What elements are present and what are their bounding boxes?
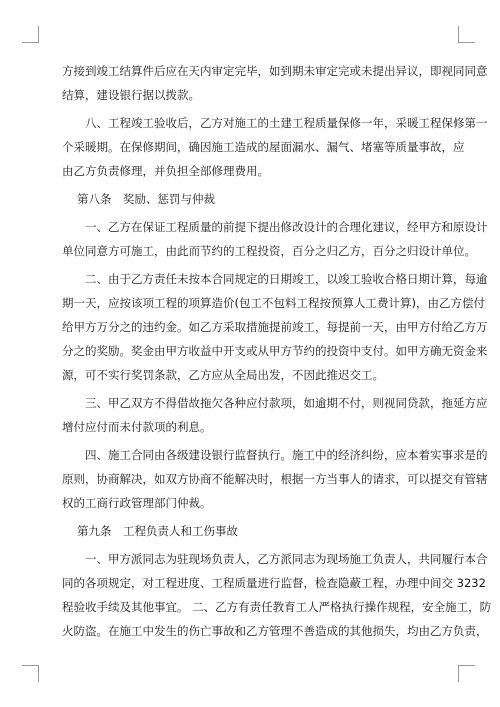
text-line: 权的工商行政管理部门仲裁。	[62, 496, 212, 510]
crop-mark-bottom-left	[22, 665, 39, 682]
text-line: 给甲方万分之的违约金。如乙方采取措施提前竣工，每提前一天，由甲方付给乙方万	[62, 320, 488, 334]
heading-article-9	[62, 524, 440, 539]
text-line: 原则，协商解决，如双方协商不能解决时，根据一方当事人的请求，可以提交有管辖	[62, 472, 488, 486]
text-line: 一、乙方在保证工程质量的前提下提出修改设计的合理化建议，经甲方和原设计	[85, 220, 488, 234]
heading-article-8	[62, 192, 440, 207]
text-line: 火防盗。在施工中发生的伤亡事故和乙方管理不善造成的其他损失，均由乙方负责，	[62, 624, 488, 638]
text-line: 单位同意方可施工，由此而节约的工程投资，百分之归乙方，百分之归设计单位。	[62, 244, 476, 258]
text-line: 四、施工合同由各级建设银行监督执行。施工中的经济纠纷，应本着实事求是的	[85, 448, 488, 462]
text-line: 分之的奖励。奖金由甲方收益中开支或从甲方节约的投资中支付。如甲方确无资金来	[62, 344, 488, 358]
section-heading: 第八条 奖励、惩罚与仲裁	[77, 192, 215, 206]
text-line: 方接到竣工结算件后应在天内审定完毕，如到期未审定完或未提出异议，即视同同意	[62, 64, 488, 78]
paragraph-design-suggestion	[62, 220, 488, 259]
text-line: 结算，建设银行据以拨款。	[62, 88, 200, 102]
paragraph-payment-arrears	[62, 396, 488, 435]
document-page	[62, 64, 492, 652]
paragraph-site-responsibility	[62, 552, 492, 639]
text-line: 增付应付而未付款项的利息。	[62, 420, 212, 434]
crop-mark-top-left	[22, 26, 39, 43]
paragraph-settlement-continued	[62, 64, 488, 103]
text-line: 由乙方负责修理，并负担全部修理费用。	[62, 164, 269, 178]
section-heading: 第九条 工程负责人和工伤事故	[77, 524, 238, 538]
text-line: 三、甲乙双方不得借故拖欠各种应付款项，如逾期不付，则视同贷款，拖延方应	[85, 396, 488, 410]
paragraph-arbitration	[62, 448, 488, 511]
text-line: 八、工程竣工验收后，乙方对施工的土建工程质量保修一年，采暖工程保修第一	[85, 116, 488, 130]
text-line: 程验收手续及其他事宜。 二、乙方有责任教育工人严格执行操作规程，安全施工，防	[62, 600, 492, 614]
text-line: 同的各项规定，对工程进度、工程质量进行监督，检查隐蔽工程，办理中间交 3232	[62, 576, 486, 590]
text-line: 期一天，应按该项工程的项算造价(包工不包料工程按预算人工费计算)，由乙方偿付	[62, 296, 485, 310]
paragraph-delay-penalty	[62, 272, 488, 383]
text-line: 二、由于乙方责任未按本合同规定的日期竣工，以竣工验收合格日期计算，每逾	[85, 272, 488, 286]
crop-mark-top-right	[458, 26, 475, 43]
text-line: 一、甲方派同志为驻现场负责人，乙方派同志为现场施工负责人，共同履行本合	[85, 552, 488, 566]
text-line: 个采暖期。在保修期间，确因施工造成的屋面漏水、漏气、堵塞等质量事故，应	[62, 140, 465, 154]
paragraph-warranty	[62, 116, 488, 179]
crop-mark-bottom-right	[458, 665, 475, 682]
text-line: 源，可不实行奖罚条款，乙方应从全局出发，不因此推迟交工。	[62, 368, 384, 382]
